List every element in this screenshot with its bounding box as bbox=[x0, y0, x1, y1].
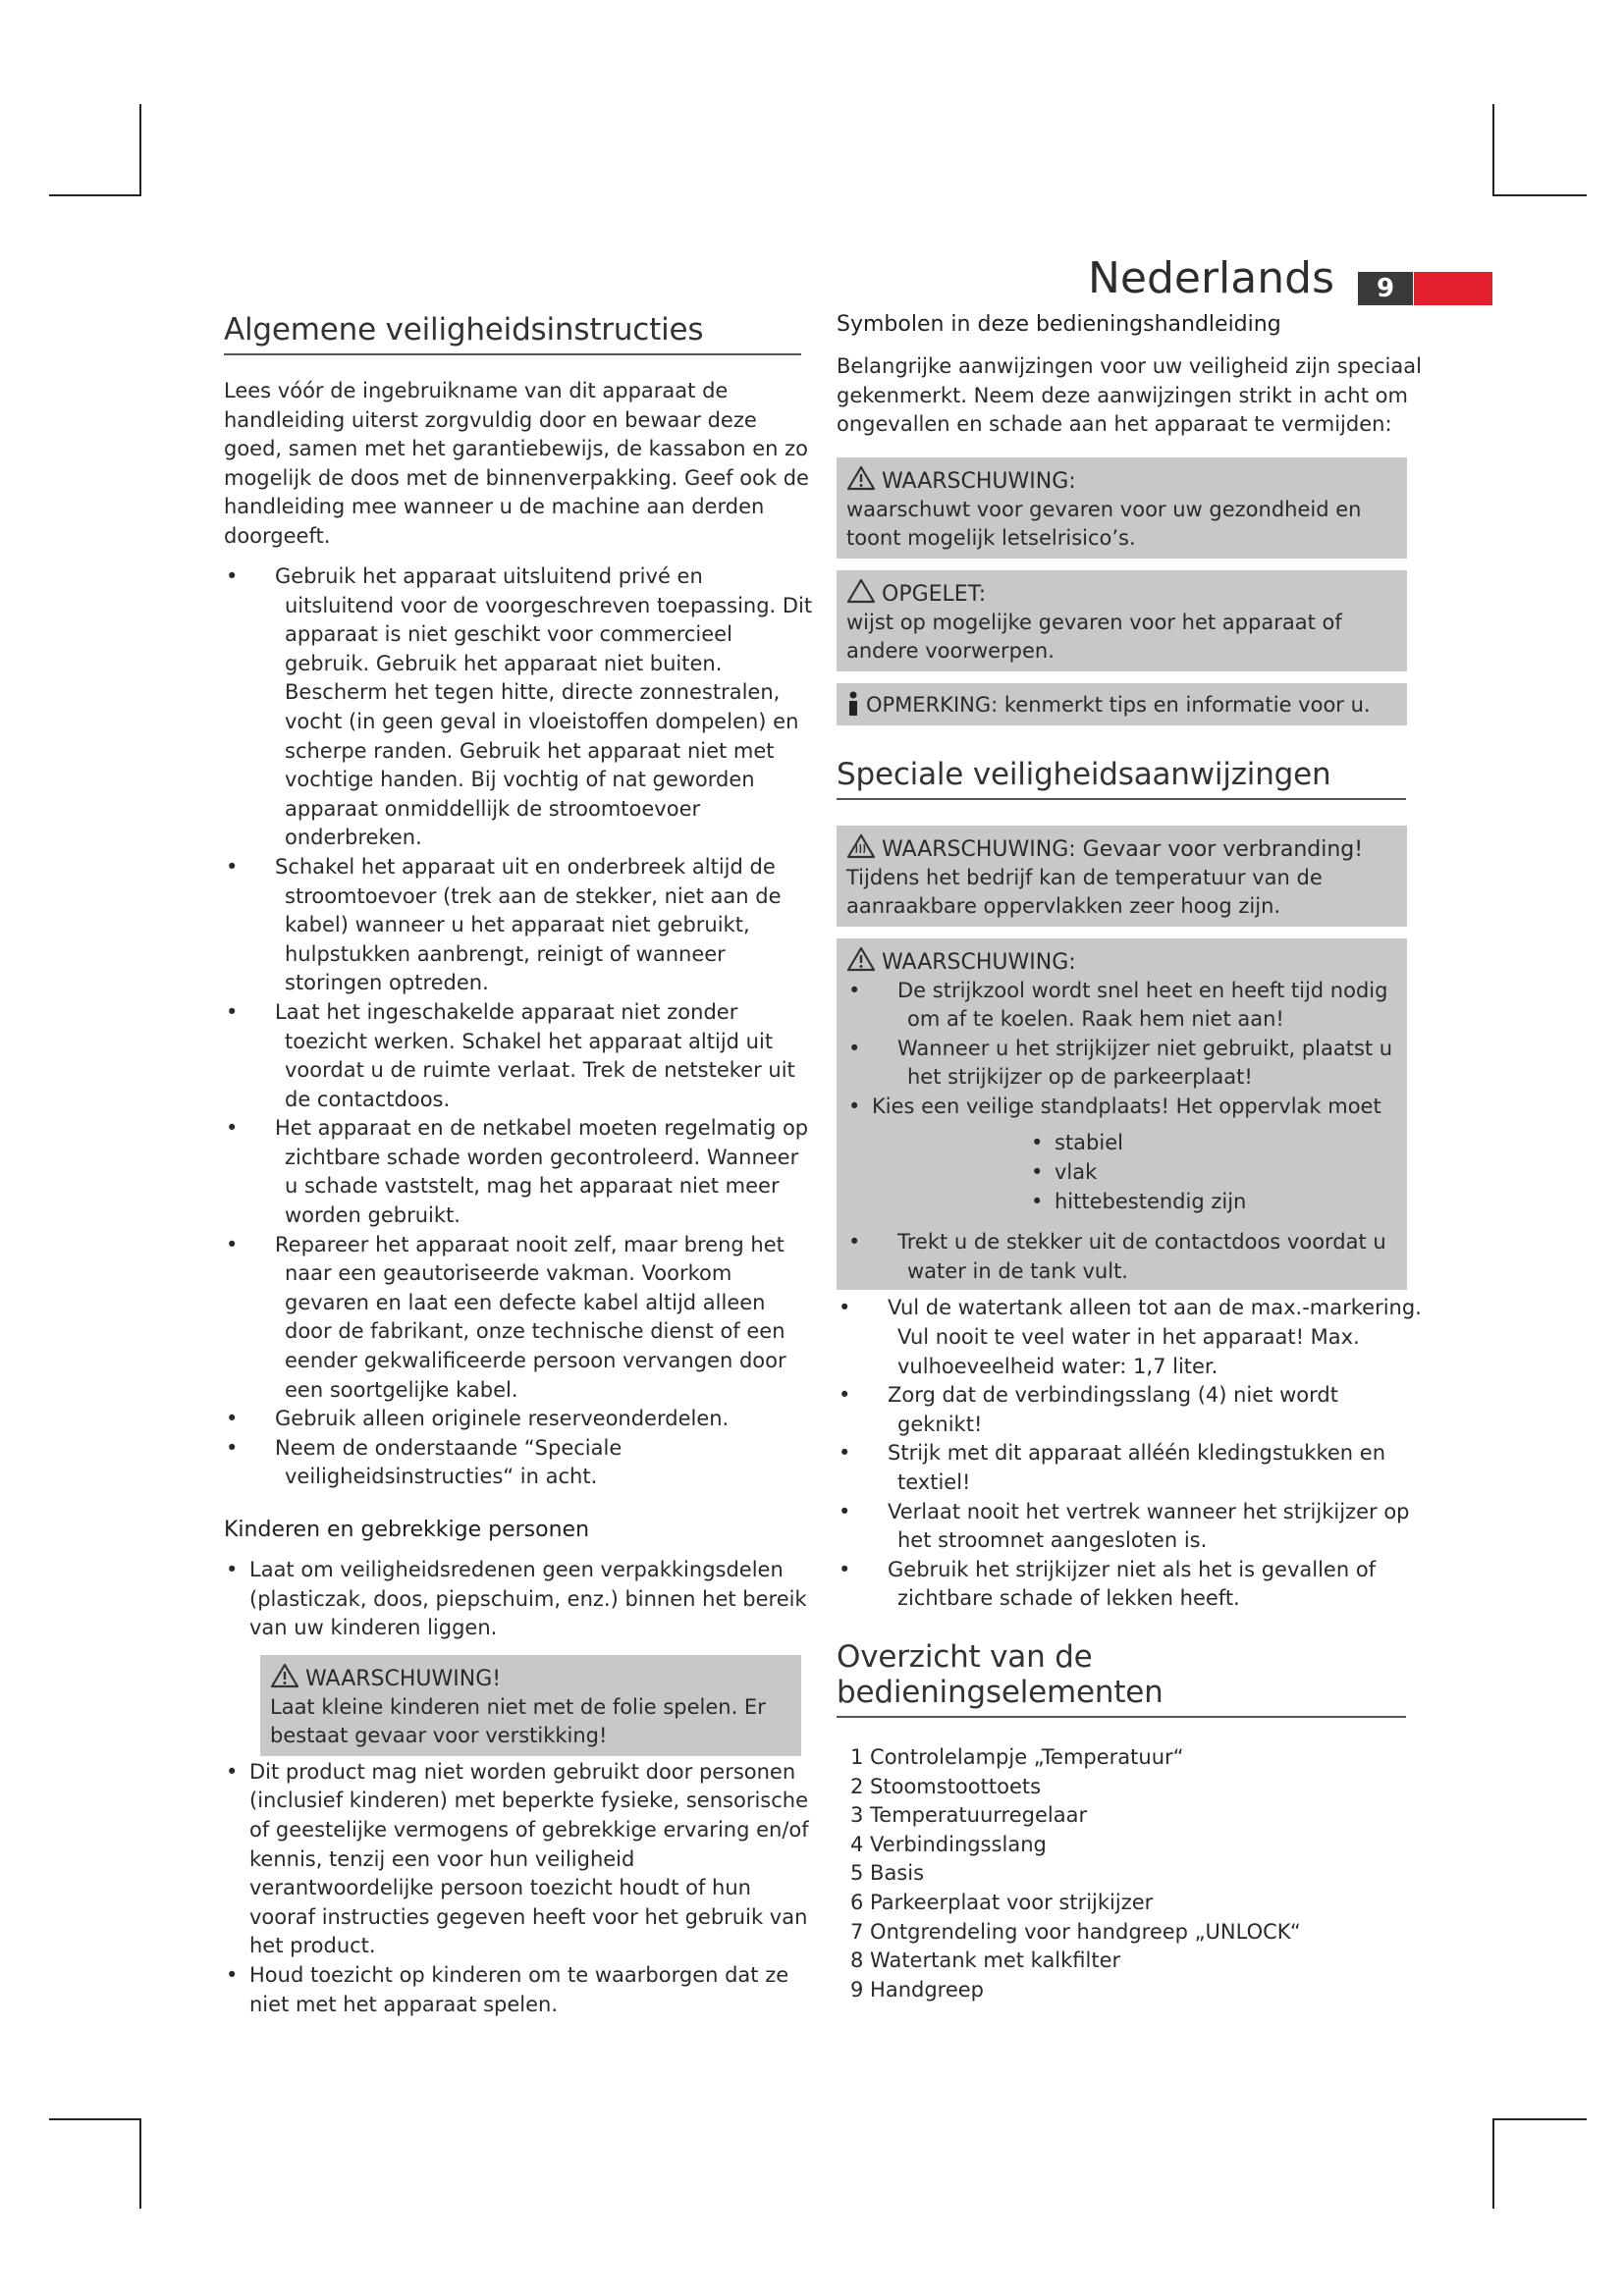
list-item bbox=[224, 1231, 815, 1406]
warning-heading-text: WAARSCHUWING! bbox=[305, 1666, 502, 1691]
bullet-icon: • bbox=[848, 1036, 861, 1060]
special-safety-list bbox=[837, 1294, 1422, 1614]
list-item-text: stabiel bbox=[1055, 1131, 1123, 1155]
children-list bbox=[224, 1556, 815, 1643]
warning-heading bbox=[846, 946, 1397, 977]
list-item: 5 Basis bbox=[850, 1861, 925, 1886]
bullet-icon: • bbox=[1031, 1160, 1044, 1185]
warning-box bbox=[837, 457, 1407, 559]
bullet-icon: • bbox=[839, 1499, 851, 1523]
list-item bbox=[224, 562, 815, 853]
crop-mark-top-left-h bbox=[49, 194, 141, 196]
list-item: 2 Stoomstoottoets bbox=[850, 1774, 1042, 1798]
list-item-text: Houd toezicht op kinderen om te waarborgen dat ze niet met het apparaat spelen. bbox=[249, 1962, 789, 2016]
list-item-text: Gebruik het strijkijzer niet als het is gevallen of zichtbare schade of lekken heeft. bbox=[888, 1557, 1377, 1611]
intro-paragraph: Lees vóór de ingebruikname van dit apparaat de handleiding uiterst zorgvuldig door en bewaar deze goed, samen met het garantiebewijs, de kassabon en zo mogelijk de doos met de binnenverpakking. Geef ook de handleiding mee wanneer u de machine aan derden doorgeeft. bbox=[224, 379, 809, 548]
list-item bbox=[846, 1228, 1397, 1286]
iron-warning-list-end bbox=[846, 1228, 1397, 1286]
section-title-overview: Overzicht van de bedieningselementen bbox=[837, 1639, 1406, 1718]
warning-heading-text: WAARSCHUWING: bbox=[882, 468, 1076, 494]
list-item bbox=[1029, 1158, 1397, 1188]
list-item-text: hittebestendig zijn bbox=[1055, 1189, 1247, 1213]
children-warning-box bbox=[260, 1655, 801, 1756]
burn-warning-text: Tijdens het bedrijf kan de temperatuur van de aanraakbare oppervlakken zeer hoog zijn. bbox=[846, 865, 1323, 918]
list-item-text: Trekt u de stekker uit de contactdoos voordat u water in de tank vult. bbox=[897, 1230, 1386, 1283]
list-item: 4 Verbindingsslang bbox=[850, 1832, 1047, 1856]
list-item: 3 Temperatuurregelaar bbox=[850, 1803, 1088, 1828]
right-column bbox=[837, 312, 1422, 2004]
list-item bbox=[224, 1556, 815, 1643]
caution-heading bbox=[846, 578, 1397, 609]
list-item bbox=[837, 1439, 1422, 1497]
bullet-icon: • bbox=[226, 1962, 239, 1987]
list-item bbox=[837, 1498, 1422, 1556]
list-item bbox=[837, 1294, 1422, 1381]
iron-warning-list bbox=[846, 977, 1397, 1122]
crop-mark-bottom-right-h bbox=[1492, 2118, 1587, 2120]
language-title: Nederlands bbox=[1087, 253, 1334, 303]
subheading-children: Kinderen en gebrekkige personen bbox=[224, 1518, 590, 1542]
list-item bbox=[846, 977, 1397, 1035]
list-item-text: Zorg dat de verbindingsslang (4) niet wordt geknikt! bbox=[888, 1383, 1338, 1436]
note-text: kenmerkt tips en informatie voor u. bbox=[1003, 692, 1371, 717]
burn-warning-heading bbox=[846, 833, 1397, 864]
list-item bbox=[837, 1556, 1422, 1614]
bullet-icon: • bbox=[1031, 1189, 1044, 1213]
bullet-icon: • bbox=[226, 1407, 239, 1431]
list-item: 8 Watertank met kalkfilter bbox=[850, 1949, 1121, 1973]
caution-box bbox=[837, 570, 1407, 671]
note-heading: OPMERKING: bbox=[866, 692, 999, 717]
list-item-text: Schakel het apparaat uit en onderbreek altijd de stroomtoevoer (trek aan de stekker, niet aan de kabel) wanneer u het apparaat niet gebruikt, hulpstukken aanbrengt, reinigt of wanneer storingen optreden. bbox=[275, 854, 782, 995]
list-item bbox=[846, 1093, 1397, 1122]
warning-heading bbox=[846, 465, 1397, 496]
list-item-text: Vul de watertank alleen tot aan de max.-markering. Vul nooit te veel water in het apparaat! Max. vulhoeveelheid water: 1,7 liter. bbox=[888, 1296, 1422, 1378]
bullet-icon: • bbox=[226, 1759, 239, 1784]
note-box bbox=[837, 683, 1407, 725]
caution-text: wijst op mogelijke gevaren voor het apparaat of andere voorwerpen. bbox=[846, 610, 1342, 663]
list-item-text: Het apparaat en de netkabel moeten regelmatig op zichtbare schade worden gecontroleerd. Wanneer u schade vaststelt, mag het apparaat niet meer worden gebruikt. bbox=[275, 1116, 809, 1228]
list-item bbox=[1029, 1129, 1397, 1158]
surface-requirements-list bbox=[1029, 1129, 1397, 1216]
bullet-icon: • bbox=[226, 1116, 239, 1141]
warning-icon bbox=[846, 465, 876, 491]
section-title-general-safety: Algemene veiligheidsinstructies bbox=[224, 312, 801, 355]
bullet-icon: • bbox=[226, 999, 239, 1024]
bullet-icon: • bbox=[848, 1094, 861, 1118]
list-item: 6 Parkeerplaat voor strijkijzer bbox=[850, 1890, 1154, 1914]
list-item-text: Gebruik alleen originele reserveonderdelen. bbox=[275, 1407, 730, 1431]
list-item-text: Neem de onderstaande “Speciale veiligheidsinstructies“ in acht. bbox=[275, 1435, 623, 1489]
note-line bbox=[846, 691, 1397, 720]
bullet-icon: • bbox=[1031, 1131, 1044, 1155]
crop-mark-bottom-left-h bbox=[49, 2118, 141, 2120]
list-item: 7 Ontgrendeling voor handgreep „UNLOCK“ bbox=[850, 1919, 1301, 1944]
children-list-2 bbox=[224, 1758, 815, 2019]
list-item-text: Verlaat nooit het vertrek wanneer het strijkijzer op het stroomnet aangesloten is. bbox=[888, 1499, 1410, 1553]
bullet-icon: • bbox=[226, 1558, 239, 1581]
warning-text: Laat kleine kinderen niet met de folie spelen. Er bestaat gevaar voor verstikking! bbox=[270, 1694, 766, 1747]
bullet-icon: • bbox=[226, 1435, 239, 1460]
warning-text: waarschuwt voor gevaren voor uw gezondheid en toont mogelijk letselrisico’s. bbox=[846, 497, 1362, 550]
bullet-icon: • bbox=[839, 1441, 851, 1466]
caution-heading-text: OPGELET: bbox=[882, 581, 987, 607]
warning-heading bbox=[270, 1663, 791, 1693]
list-item-text: Laat om veiligheidsredenen geen verpakkingsdelen (plasticzak, doos, piepschuim, enz.) binnen het bereik van uw kinderen liggen. bbox=[249, 1558, 807, 1640]
crop-mark-top-left-v bbox=[139, 104, 141, 196]
left-column bbox=[224, 312, 815, 2019]
bullet-icon: • bbox=[226, 854, 239, 879]
symbols-intro: Belangrijke aanwijzingen voor uw veiligheid zijn speciaal gekenmerkt. Neem deze aanwijzingen strikt in acht om ongevallen en schade aan het apparaat te vermijden: bbox=[837, 354, 1422, 436]
list-item bbox=[837, 1381, 1422, 1439]
crop-mark-top-right-v bbox=[1492, 104, 1494, 196]
bullet-icon: • bbox=[839, 1383, 851, 1408]
accent-bar bbox=[1414, 272, 1492, 305]
subheading-symbols: Symbolen in deze bedieningshandleiding bbox=[837, 312, 1281, 337]
warning-icon bbox=[846, 946, 876, 972]
list-item-text: Strijk met dit apparaat alléén kledingstukken en textiel! bbox=[888, 1441, 1386, 1494]
list-item bbox=[224, 1434, 815, 1492]
bullet-icon: • bbox=[848, 978, 861, 1002]
general-safety-list bbox=[224, 562, 815, 1492]
burn-warning-box bbox=[837, 826, 1407, 927]
list-item bbox=[224, 998, 815, 1114]
bullet-icon: • bbox=[839, 1296, 851, 1320]
list-item bbox=[224, 1758, 815, 1961]
crop-mark-top-right-h bbox=[1492, 194, 1587, 196]
list-item-text: Repareer het apparaat nooit zelf, maar breng het naar een geautoriseerde vakman. Voorkom gevaren en laat een defecte kabel altijd alleen door de fabrikant, onze technische dienst of een eender gekwalificeerde persoon vervangen door een soortgelijke kabel. bbox=[275, 1232, 786, 1402]
list-item: 1 Controlelampje „Temperatuur“ bbox=[850, 1744, 1184, 1769]
list-item bbox=[224, 1114, 815, 1230]
bullet-icon: • bbox=[839, 1557, 851, 1581]
bullet-icon: • bbox=[226, 1232, 239, 1256]
warning-heading-text: WAARSCHUWING: bbox=[882, 949, 1076, 975]
crop-mark-bottom-right-v bbox=[1492, 2118, 1494, 2209]
list-item: 9 Handgreep bbox=[850, 1977, 985, 2002]
iron-warning-box bbox=[837, 938, 1407, 1291]
list-item-text: De strijkzool wordt snel heet en heeft tijd nodig om af te koelen. Raak hem niet aan! bbox=[897, 978, 1388, 1032]
list-item bbox=[224, 1961, 815, 2019]
list-item-text: Dit product mag niet worden gebruikt door personen (inclusief kinderen) met beperkte fysieke, sensorische of geestelijke vermogens of gebrekkige ervaring en/of kennis, tenzij een voor hun veiligheid verantwoordelijke persoon toezicht houdt of hun vooraf instructies gegeven heeft voor het gebruik van het product. bbox=[249, 1759, 809, 1958]
list-item-text: Gebruik het apparaat uitsluitend privé en uitsluitend voor de voorgeschreven toepassing. Dit apparaat is niet geschikt voor commercieel gebruik. Gebruik het apparaat niet buiten. Bescherm het tegen hitte, directe zonnestralen, vocht (in geen geval in vloeistoffen dompelen) en scherpe randen. Gebruik het apparaat niet met vochtige handen. Bij vochtig of nat geworden apparaat onmiddellijk de stroomtoevoer onderbreken. bbox=[275, 564, 813, 850]
section-title-special-safety: Speciale veiligheidsaanwijzingen bbox=[837, 757, 1406, 800]
caution-icon bbox=[846, 578, 876, 604]
bullet-icon: • bbox=[848, 1230, 861, 1255]
crop-mark-bottom-left-v bbox=[139, 2118, 141, 2209]
warning-icon bbox=[270, 1663, 299, 1688]
burn-warning-heading-text: WAARSCHUWING: Gevaar voor verbranding! bbox=[882, 836, 1364, 862]
list-item bbox=[224, 853, 815, 998]
list-item-text: Kies een veilige standplaats! Het oppervlak moet bbox=[872, 1094, 1381, 1118]
hot-surface-warning-icon bbox=[846, 833, 876, 859]
controls-overview-list bbox=[850, 1743, 1422, 2004]
list-item-text: Wanneer u het strijkijzer niet gebruikt, plaatst u het strijkijzer op de parkeerplaat! bbox=[897, 1036, 1393, 1090]
list-item bbox=[846, 1035, 1397, 1093]
bullet-icon: • bbox=[226, 564, 239, 588]
list-item bbox=[224, 1405, 815, 1434]
list-item bbox=[1029, 1188, 1397, 1217]
list-item-text: Laat het ingeschakelde apparaat niet zonder toezicht werken. Schakel het apparaat altijd uit voordat u de ruimte verlaat. Trek de netsteker uit de contactdoos. bbox=[275, 999, 795, 1111]
page-number: 9 bbox=[1358, 272, 1413, 305]
list-item-text: vlak bbox=[1055, 1160, 1098, 1185]
info-icon bbox=[846, 691, 860, 717]
